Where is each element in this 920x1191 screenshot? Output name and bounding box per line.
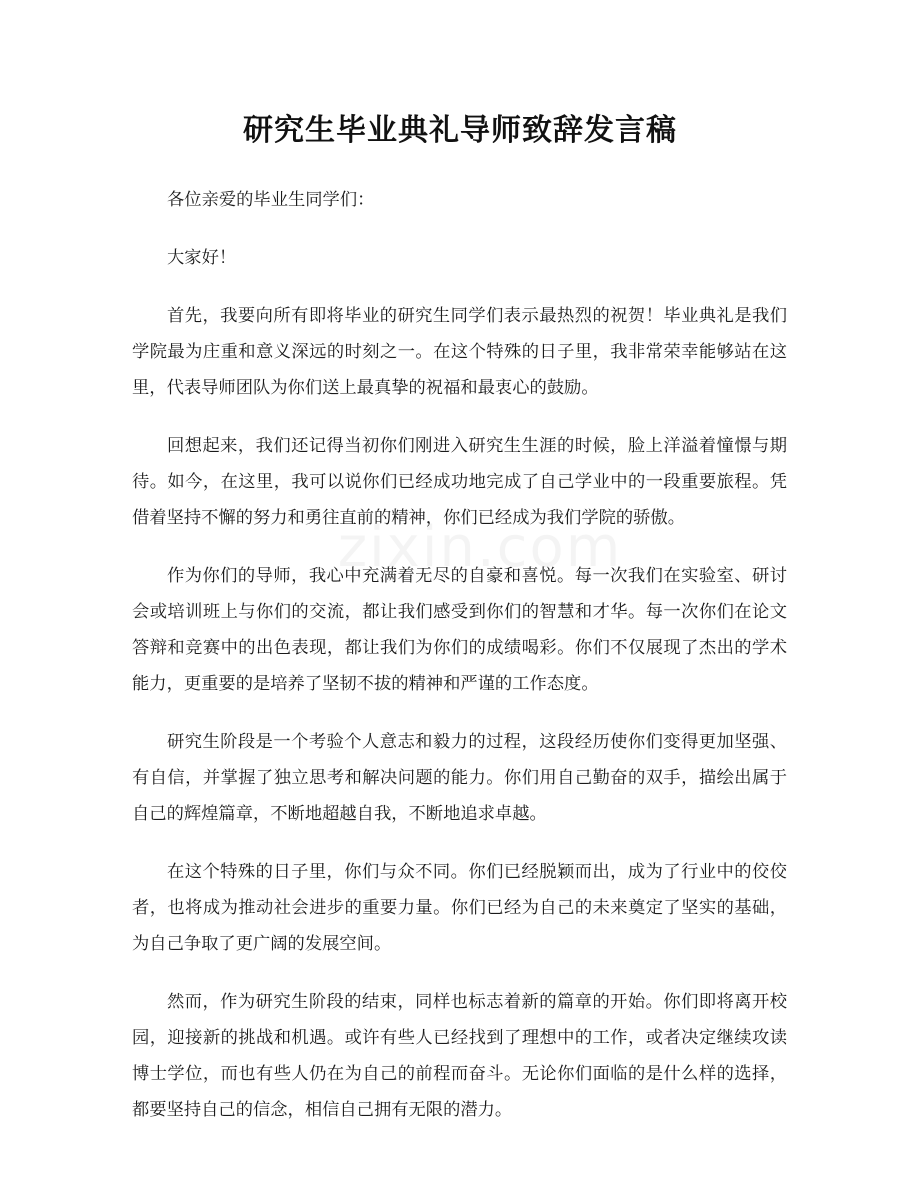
greeting: 大家好！ (167, 248, 237, 268)
paragraph-congratulations: 首先，我要向所有即将毕业的研究生同学们表示最热烈的祝贺！毕业典礼是我们学院最为庄重和意义深远的时刻之一。在这个特殊的日子里，我非常荣幸能够站在这里，代表导师团队为你们送上最真挚的祝福和最衷心的鼓励。 (132, 306, 787, 398)
paragraph-special-day: 在这个特殊的日子里，你们与众不同。你们已经脱颖而出，成为了行业中的佼佼者，也将成为推动社会进步的重要力量。你们已经为自己的未来奠定了坚实的基础，为自己争取了更广阔的发展空间。 (132, 862, 787, 954)
salutation: 各位亲爱的毕业生同学们： (167, 190, 375, 210)
paragraph-new-chapter: 然而，作为研究生阶段的结束，同样也标志着新的篇章的开始。你们即将离开校园，迎接新的挑战和机遇。或许有些人已经找到了理想中的工作，或者决定继续攻读博士学位，而也有些人仍在为自己的前程而奋斗。无论你们面临的是什么样的选择，都要坚持自己的信念，相信自己拥有无限的潜力。 (132, 992, 787, 1120)
paragraph-recollection: 回想起来，我们还记得当初你们刚进入研究生生涯的时候，脸上洋溢着憧憬与期待。如今，在这里，我可以说你们已经成功地完成了自己学业中的一段重要旅程。凭借着坚持不懈的努力和勇往直前的精神，你们已经成为我们学院的骄傲。 (132, 436, 787, 528)
document-title: 研究生毕业典礼导师致辞发言稿 (243, 113, 677, 148)
paragraph-graduate-stage: 研究生阶段是一个考验个人意志和毅力的过程，这段经历使你们变得更加坚强、有自信，并掌握了独立思考和解决问题的能力。你们用自己勤奋的双手，描绘出属于自己的辉煌篇章，不断地超越自我，不断地追求卓越。 (132, 732, 787, 824)
document-body (132, 182, 787, 1150)
paragraph-mentor-pride: 作为你们的导师，我心中充满着无尽的自豪和喜悦。每一次我们在实验室、研讨会或培训班上与你们的交流，都让我们感受到你们的智慧和才华。每一次你们在论文答辩和竞赛中的出色表现，都让我们为你们的成绩喝彩。你们不仅展现了杰出的学术能力，更重要的是培养了坚韧不拔的精神和严谨的工作态度。 (132, 566, 787, 694)
